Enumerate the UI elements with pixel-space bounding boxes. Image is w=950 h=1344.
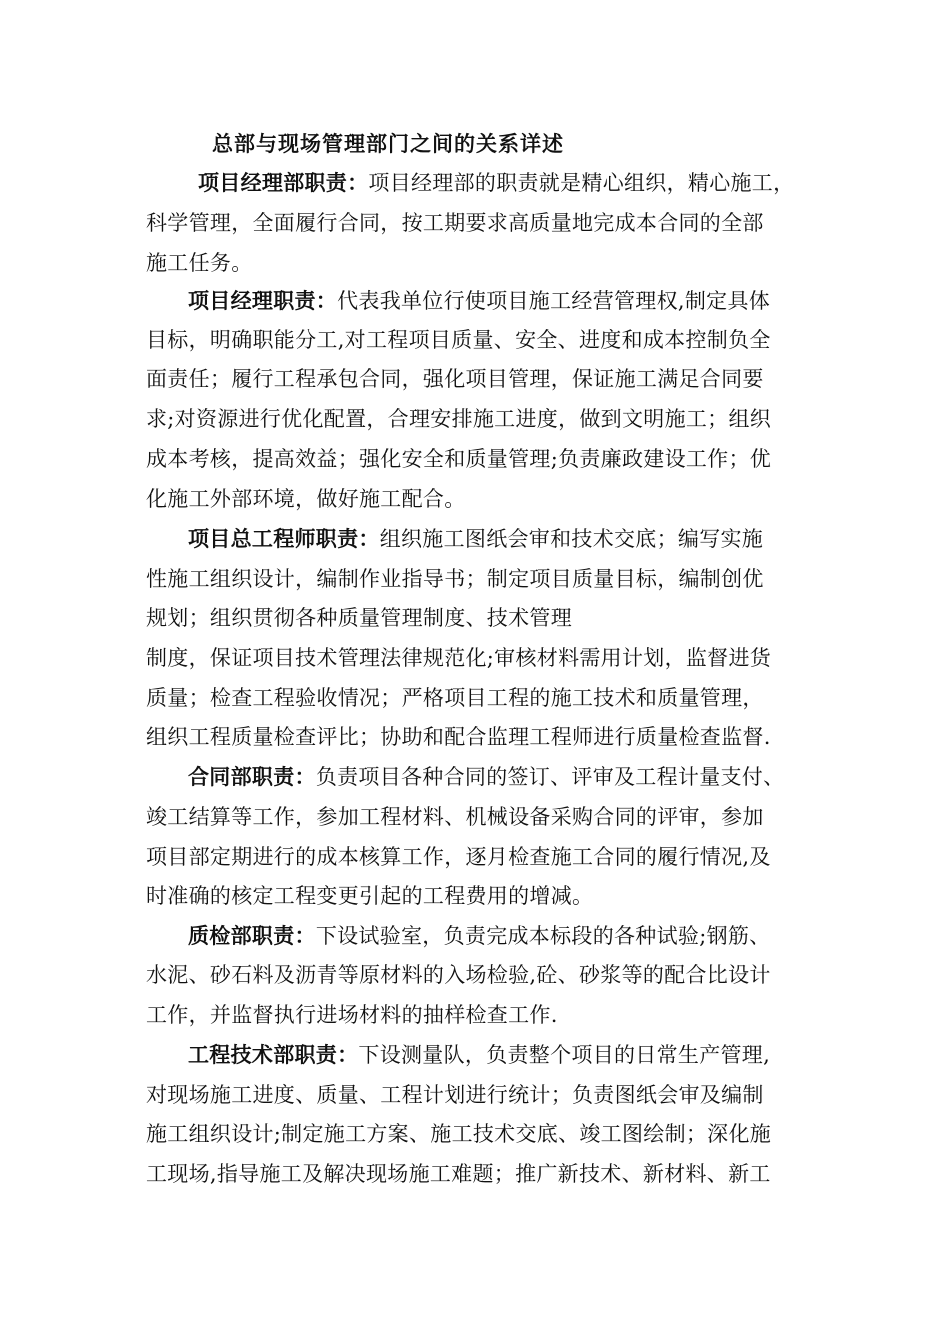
paragraph-line: 施工任务。	[146, 251, 253, 275]
paragraph-line: 对现场施工进度、质量、工程计划进行统计；负责图纸会审及编制	[146, 1083, 764, 1107]
paragraph-line: 成本考核，提高效益；强化安全和质量管理;负责廉政建设工作；优	[146, 447, 772, 471]
paragraph-line: 性施工组织设计，编制作业指导书；制定项目质量目标，编制创优	[146, 567, 764, 591]
paragraph-line: 科学管理，全面履行合同，按工期要求高质量地完成本合同的全部	[146, 211, 764, 235]
section-heading: 项目总工程师职责：	[188, 526, 380, 551]
paragraph-line: 面责任；履行工程承包合同，强化项目管理，保证施工满足合同要	[146, 367, 764, 391]
paragraph-line: 施工组织设计;制定施工方案、施工技术交底、竣工图绘制；深化施	[146, 1122, 772, 1146]
document-title: 总部与现场管理部门之间的关系详述	[212, 131, 564, 156]
paragraph-line	[188, 524, 763, 554]
line-text: 负责项目各种合同的签订、评审及工程计量支付、	[315, 765, 785, 789]
section-heading: 质检部职责：	[188, 923, 316, 948]
paragraph-line: 工现场,指导施工及解决现场施工难题；推广新技术、新材料、新工	[146, 1162, 771, 1186]
paragraph-line	[188, 1040, 770, 1070]
paragraph-line: 竣工结算等工作，参加工程材料、机械设备采购合同的评审，参加	[146, 805, 764, 829]
paragraph-line: 求;对资源进行优化配置，合理安排施工进度，做到文明施工；组织	[146, 407, 772, 431]
section-heading: 工程技术部职责：	[188, 1042, 359, 1067]
paragraph-line: 组织工程质量检查评比；协助和配合监理工程师进行质量检查监督.	[146, 725, 771, 749]
paragraph-line: 项目部定期进行的成本核算工作，逐月检查施工合同的履行情况,及	[146, 845, 771, 869]
paragraph-line: 化施工外部环境，做好施工配合。	[146, 487, 466, 511]
line-text: 下设试验室，负责完成本标段的各种试验;钢筋、	[315, 924, 771, 948]
paragraph-line	[188, 762, 784, 792]
line-text: 项目经理部的职责就是精心组织，精心施工，	[368, 171, 795, 195]
paragraph-line: 制度，保证项目技术管理法律规范化;审核材料需用计划，监督进货	[146, 646, 772, 670]
paragraph-line	[188, 921, 771, 951]
line-text: 下设测量队，负责整个项目的日常生产管理,	[358, 1043, 771, 1067]
paragraph-line	[198, 168, 794, 198]
paragraph-line: 质量；检查工程验收情况；严格项目工程的施工技术和质量管理，	[146, 686, 764, 710]
paragraph-line: 时准确的核定工程变更引起的工程费用的增减。	[146, 884, 594, 908]
paragraph-line: 规划；组织贯彻各种质量管理制度、技术管理	[146, 606, 572, 630]
line-text: 组织施工图纸会审和技术交底；编写实施	[379, 527, 764, 551]
section-heading: 项目经理部职责：	[198, 170, 369, 195]
paragraph-line: 工作，并监督执行进场材料的抽样检查工作.	[146, 1003, 558, 1027]
section-heading: 合同部职责：	[188, 764, 316, 789]
section-heading: 项目经理职责：	[188, 288, 338, 313]
paragraph-line: 目标，明确职能分工,对工程项目质量、安全、进度和成本控制负全	[146, 328, 771, 352]
paragraph-line	[188, 286, 770, 316]
paragraph-line: 水泥、砂石料及沥青等原材料的入场检验,砼、砂浆等的配合比设计	[146, 963, 771, 987]
line-text: 代表我单位行使项目施工经营管理权,制定具体	[337, 289, 771, 313]
